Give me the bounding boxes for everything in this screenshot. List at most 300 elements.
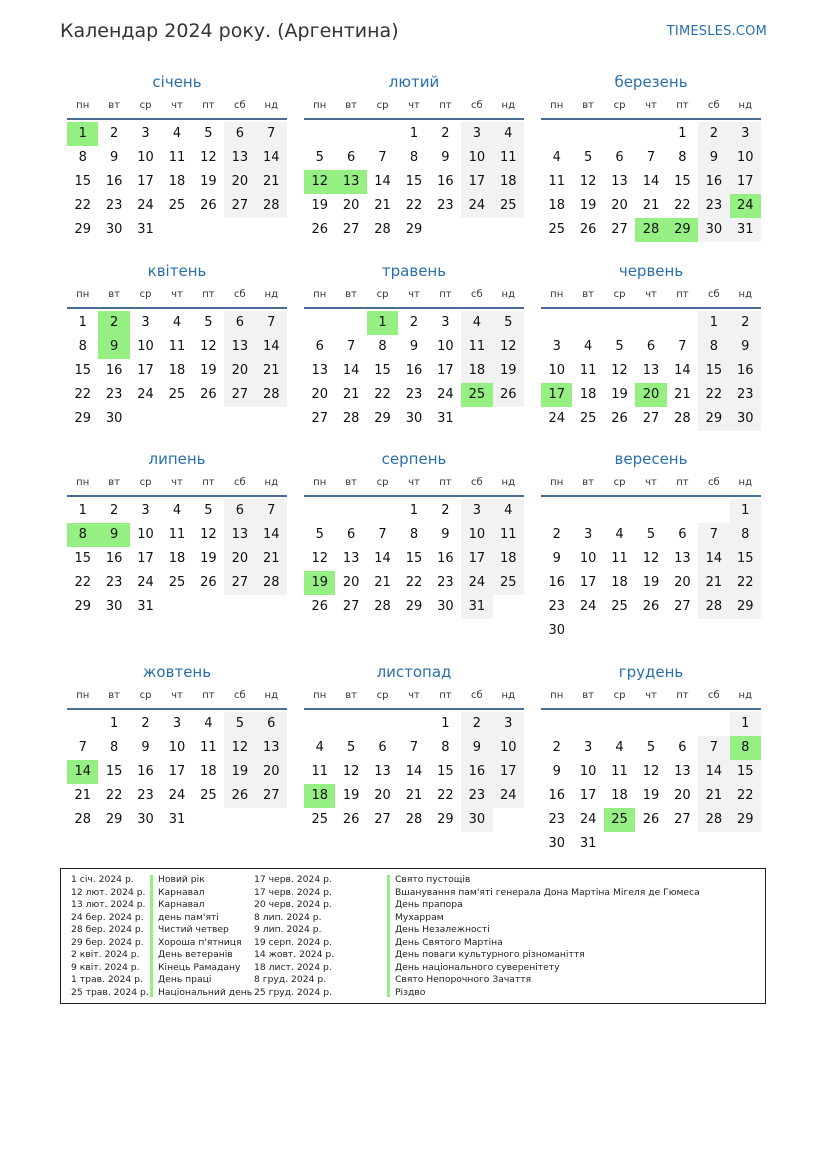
day-cell[interactable]: 19 bbox=[642, 788, 660, 803]
day-cell[interactable]: 5 bbox=[315, 527, 324, 542]
day-cell[interactable]: 20 bbox=[342, 198, 360, 213]
day-cell[interactable]: 7 bbox=[646, 150, 656, 165]
day-cell[interactable]: 24 bbox=[137, 198, 154, 213]
day-cell[interactable]: 4 bbox=[204, 716, 213, 731]
day-cell[interactable]: 5 bbox=[646, 527, 656, 542]
day-cell[interactable]: 30 bbox=[548, 836, 565, 851]
day-cell[interactable]: 3 bbox=[583, 527, 593, 542]
day-cell[interactable]: 17 bbox=[461, 547, 492, 571]
day-cell[interactable]: 24 bbox=[579, 812, 597, 827]
day-cell[interactable]: 6 bbox=[315, 339, 324, 354]
day-cell[interactable]: 17 bbox=[137, 174, 154, 189]
day-cell[interactable]: 2 bbox=[552, 740, 561, 755]
day-cell[interactable]: 2 bbox=[109, 503, 119, 518]
day-cell[interactable]: 3 bbox=[461, 499, 492, 523]
day-cell[interactable]: 2 bbox=[109, 126, 119, 141]
day-cell[interactable]: 3 bbox=[583, 740, 593, 755]
day-cell[interactable]: 21 bbox=[374, 198, 391, 213]
day-cell[interactable]: 4 bbox=[461, 311, 492, 335]
day-cell[interactable]: 6 bbox=[224, 122, 255, 146]
day-cell[interactable]: 30 bbox=[405, 411, 423, 426]
day-cell[interactable]: 4 bbox=[552, 150, 561, 165]
day-cell[interactable]: 12 bbox=[611, 363, 628, 378]
day-cell[interactable]: 28 bbox=[74, 812, 91, 827]
day-cell[interactable]: 11 bbox=[461, 335, 492, 359]
day-cell[interactable]: 12 bbox=[579, 174, 597, 189]
day-cell[interactable]: 16 bbox=[698, 170, 729, 194]
day-cell[interactable]: 2 bbox=[441, 503, 450, 518]
day-cell[interactable]: 14 bbox=[374, 551, 391, 566]
day-cell[interactable]: 18 bbox=[168, 551, 186, 566]
day-cell[interactable]: 7 bbox=[78, 740, 87, 755]
holiday-day[interactable]: 13 bbox=[335, 170, 366, 194]
day-cell[interactable]: 28 bbox=[698, 808, 729, 832]
day-cell[interactable]: 21 bbox=[642, 198, 660, 213]
day-cell[interactable]: 4 bbox=[172, 126, 182, 141]
day-cell[interactable]: 23 bbox=[105, 387, 123, 402]
day-cell[interactable]: 8 bbox=[109, 740, 119, 755]
day-cell[interactable]: 4 bbox=[615, 740, 624, 755]
day-cell[interactable]: 9 bbox=[441, 527, 450, 542]
day-cell[interactable]: 7 bbox=[698, 736, 729, 760]
day-cell[interactable]: 7 bbox=[256, 499, 287, 523]
day-cell[interactable]: 22 bbox=[405, 575, 423, 590]
day-cell[interactable]: 18 bbox=[200, 764, 217, 779]
holiday-day[interactable]: 29 bbox=[667, 218, 698, 242]
day-cell[interactable]: 22 bbox=[74, 198, 91, 213]
day-cell[interactable]: 8 bbox=[678, 150, 687, 165]
day-cell[interactable]: 3 bbox=[461, 122, 492, 146]
day-cell[interactable]: 28 bbox=[256, 383, 287, 407]
day-cell[interactable]: 7 bbox=[409, 740, 419, 755]
day-cell[interactable]: 30 bbox=[461, 808, 492, 832]
day-cell[interactable]: 2 bbox=[441, 126, 450, 141]
day-cell[interactable]: 19 bbox=[493, 359, 524, 383]
day-cell[interactable]: 19 bbox=[200, 363, 217, 378]
day-cell[interactable]: 23 bbox=[405, 387, 423, 402]
day-cell[interactable]: 21 bbox=[342, 387, 360, 402]
day-cell[interactable]: 7 bbox=[378, 527, 387, 542]
day-cell[interactable]: 24 bbox=[461, 571, 492, 595]
day-cell[interactable]: 4 bbox=[493, 499, 524, 523]
day-cell[interactable]: 30 bbox=[105, 599, 123, 614]
day-cell[interactable]: 15 bbox=[698, 359, 729, 383]
day-cell[interactable]: 25 bbox=[611, 599, 628, 614]
day-cell[interactable]: 26 bbox=[311, 222, 328, 237]
day-cell[interactable]: 21 bbox=[74, 788, 91, 803]
holiday-day[interactable]: 24 bbox=[730, 194, 761, 218]
day-cell[interactable]: 5 bbox=[204, 315, 213, 330]
day-cell[interactable]: 29 bbox=[74, 599, 91, 614]
day-cell[interactable]: 2 bbox=[141, 716, 150, 731]
day-cell[interactable]: 29 bbox=[405, 222, 423, 237]
day-cell[interactable]: 23 bbox=[548, 812, 565, 827]
day-cell[interactable]: 18 bbox=[579, 387, 597, 402]
day-cell[interactable]: 25 bbox=[493, 194, 524, 218]
day-cell[interactable]: 21 bbox=[374, 575, 391, 590]
day-cell[interactable]: 14 bbox=[642, 174, 660, 189]
day-cell[interactable]: 5 bbox=[204, 126, 213, 141]
day-cell[interactable]: 20 bbox=[311, 387, 328, 402]
day-cell[interactable]: 21 bbox=[405, 788, 423, 803]
day-cell[interactable]: 3 bbox=[141, 126, 150, 141]
day-cell[interactable]: 1 bbox=[698, 311, 729, 335]
day-cell[interactable]: 19 bbox=[642, 575, 660, 590]
day-cell[interactable]: 31 bbox=[730, 218, 761, 242]
holiday-day[interactable]: 9 bbox=[98, 523, 129, 547]
day-cell[interactable]: 5 bbox=[583, 150, 593, 165]
day-cell[interactable]: 31 bbox=[437, 411, 454, 426]
day-cell[interactable]: 17 bbox=[137, 551, 154, 566]
day-cell[interactable]: 17 bbox=[579, 575, 597, 590]
day-cell[interactable]: 20 bbox=[224, 547, 255, 571]
day-cell[interactable]: 11 bbox=[548, 174, 565, 189]
day-cell[interactable]: 2 bbox=[698, 122, 729, 146]
day-cell[interactable]: 2 bbox=[409, 315, 419, 330]
day-cell[interactable]: 2 bbox=[730, 311, 761, 335]
day-cell[interactable]: 31 bbox=[137, 222, 154, 237]
day-cell[interactable]: 27 bbox=[674, 812, 691, 827]
day-cell[interactable]: 16 bbox=[405, 363, 423, 378]
day-cell[interactable]: 15 bbox=[674, 174, 691, 189]
holiday-day[interactable]: 1 bbox=[67, 122, 98, 146]
day-cell[interactable]: 7 bbox=[256, 122, 287, 146]
holiday-day[interactable]: 9 bbox=[98, 335, 129, 359]
day-cell[interactable]: 7 bbox=[378, 150, 387, 165]
day-cell[interactable]: 21 bbox=[256, 359, 287, 383]
day-cell[interactable]: 20 bbox=[342, 575, 360, 590]
day-cell[interactable]: 26 bbox=[611, 411, 628, 426]
day-cell[interactable]: 24 bbox=[579, 599, 597, 614]
day-cell[interactable]: 22 bbox=[374, 387, 391, 402]
day-cell[interactable]: 10 bbox=[579, 551, 597, 566]
day-cell[interactable]: 25 bbox=[200, 788, 217, 803]
day-cell[interactable]: 30 bbox=[105, 222, 123, 237]
day-cell[interactable]: 18 bbox=[611, 788, 628, 803]
day-cell[interactable]: 26 bbox=[311, 599, 328, 614]
day-cell[interactable]: 18 bbox=[548, 198, 565, 213]
day-cell[interactable]: 5 bbox=[615, 339, 624, 354]
day-cell[interactable]: 28 bbox=[342, 411, 360, 426]
day-cell[interactable]: 7 bbox=[678, 339, 687, 354]
day-cell[interactable]: 28 bbox=[374, 599, 391, 614]
day-cell[interactable]: 1 bbox=[441, 716, 450, 731]
day-cell[interactable]: 4 bbox=[615, 527, 624, 542]
day-cell[interactable]: 25 bbox=[493, 571, 524, 595]
day-cell[interactable]: 27 bbox=[374, 812, 391, 827]
day-cell[interactable]: 12 bbox=[200, 339, 217, 354]
day-cell[interactable]: 26 bbox=[642, 812, 660, 827]
day-cell[interactable]: 26 bbox=[200, 575, 217, 590]
day-cell[interactable]: 6 bbox=[224, 311, 255, 335]
day-cell[interactable]: 26 bbox=[493, 383, 524, 407]
day-cell[interactable]: 22 bbox=[730, 784, 761, 808]
day-cell[interactable]: 23 bbox=[437, 198, 454, 213]
day-cell[interactable]: 14 bbox=[374, 174, 391, 189]
holiday-day[interactable]: 25 bbox=[604, 808, 635, 832]
day-cell[interactable]: 17 bbox=[730, 170, 761, 194]
day-cell[interactable]: 23 bbox=[105, 198, 123, 213]
day-cell[interactable]: 19 bbox=[200, 551, 217, 566]
day-cell[interactable]: 24 bbox=[548, 411, 565, 426]
day-cell[interactable]: 10 bbox=[437, 339, 454, 354]
day-cell[interactable]: 15 bbox=[374, 363, 391, 378]
day-cell[interactable]: 24 bbox=[437, 387, 454, 402]
holiday-day[interactable]: 25 bbox=[461, 383, 492, 407]
day-cell[interactable]: 8 bbox=[698, 335, 729, 359]
day-cell[interactable]: 3 bbox=[141, 315, 150, 330]
day-cell[interactable]: 29 bbox=[730, 595, 761, 619]
day-cell[interactable]: 31 bbox=[579, 836, 597, 851]
day-cell[interactable]: 16 bbox=[105, 174, 123, 189]
day-cell[interactable]: 14 bbox=[698, 547, 729, 571]
day-cell[interactable]: 28 bbox=[405, 812, 423, 827]
day-cell[interactable]: 30 bbox=[730, 407, 761, 431]
day-cell[interactable]: 4 bbox=[172, 503, 182, 518]
day-cell[interactable]: 11 bbox=[493, 146, 524, 170]
day-cell[interactable]: 6 bbox=[615, 150, 624, 165]
day-cell[interactable]: 17 bbox=[461, 170, 492, 194]
day-cell[interactable]: 6 bbox=[346, 527, 356, 542]
day-cell[interactable]: 27 bbox=[342, 222, 360, 237]
day-cell[interactable]: 24 bbox=[493, 784, 524, 808]
day-cell[interactable]: 22 bbox=[74, 575, 91, 590]
day-cell[interactable]: 26 bbox=[200, 198, 217, 213]
day-cell[interactable]: 22 bbox=[74, 387, 91, 402]
day-cell[interactable]: 10 bbox=[730, 146, 761, 170]
day-cell[interactable]: 21 bbox=[674, 387, 691, 402]
day-cell[interactable]: 3 bbox=[493, 712, 524, 736]
day-cell[interactable]: 8 bbox=[378, 339, 387, 354]
day-cell[interactable]: 6 bbox=[678, 527, 687, 542]
day-cell[interactable]: 31 bbox=[137, 599, 154, 614]
day-cell[interactable]: 12 bbox=[224, 736, 255, 760]
day-cell[interactable]: 20 bbox=[674, 575, 691, 590]
day-cell[interactable]: 15 bbox=[74, 174, 91, 189]
day-cell[interactable]: 16 bbox=[105, 363, 123, 378]
day-cell[interactable]: 28 bbox=[256, 194, 287, 218]
day-cell[interactable]: 22 bbox=[698, 383, 729, 407]
day-cell[interactable]: 19 bbox=[342, 788, 360, 803]
day-cell[interactable]: 4 bbox=[493, 122, 524, 146]
day-cell[interactable]: 10 bbox=[137, 150, 154, 165]
day-cell[interactable]: 9 bbox=[461, 736, 492, 760]
day-cell[interactable]: 12 bbox=[493, 335, 524, 359]
day-cell[interactable]: 1 bbox=[730, 712, 761, 736]
day-cell[interactable]: 29 bbox=[105, 812, 123, 827]
day-cell[interactable]: 27 bbox=[674, 599, 691, 614]
day-cell[interactable]: 7 bbox=[346, 339, 356, 354]
day-cell[interactable]: 3 bbox=[441, 315, 450, 330]
day-cell[interactable]: 1 bbox=[409, 126, 419, 141]
day-cell[interactable]: 12 bbox=[342, 764, 360, 779]
day-cell[interactable]: 29 bbox=[74, 222, 91, 237]
day-cell[interactable]: 11 bbox=[311, 764, 328, 779]
day-cell[interactable]: 16 bbox=[461, 760, 492, 784]
day-cell[interactable]: 25 bbox=[311, 812, 328, 827]
day-cell[interactable]: 31 bbox=[461, 595, 492, 619]
day-cell[interactable]: 22 bbox=[674, 198, 691, 213]
holiday-day[interactable]: 20 bbox=[635, 383, 666, 407]
day-cell[interactable]: 11 bbox=[579, 363, 597, 378]
day-cell[interactable]: 9 bbox=[730, 335, 761, 359]
day-cell[interactable]: 23 bbox=[548, 599, 565, 614]
day-cell[interactable]: 8 bbox=[441, 740, 450, 755]
day-cell[interactable]: 20 bbox=[374, 788, 391, 803]
day-cell[interactable]: 5 bbox=[346, 740, 356, 755]
day-cell[interactable]: 26 bbox=[342, 812, 360, 827]
day-cell[interactable]: 15 bbox=[105, 764, 123, 779]
day-cell[interactable]: 20 bbox=[611, 198, 628, 213]
day-cell[interactable]: 10 bbox=[579, 764, 597, 779]
day-cell[interactable]: 23 bbox=[437, 575, 454, 590]
day-cell[interactable]: 10 bbox=[461, 146, 492, 170]
day-cell[interactable]: 9 bbox=[109, 150, 119, 165]
day-cell[interactable]: 10 bbox=[461, 523, 492, 547]
day-cell[interactable]: 5 bbox=[224, 712, 255, 736]
day-cell[interactable]: 16 bbox=[105, 551, 123, 566]
day-cell[interactable]: 11 bbox=[200, 740, 217, 755]
day-cell[interactable]: 27 bbox=[224, 383, 255, 407]
day-cell[interactable]: 6 bbox=[646, 339, 656, 354]
day-cell[interactable]: 9 bbox=[552, 764, 561, 779]
day-cell[interactable]: 22 bbox=[405, 198, 423, 213]
day-cell[interactable]: 17 bbox=[437, 363, 454, 378]
day-cell[interactable]: 20 bbox=[256, 760, 287, 784]
day-cell[interactable]: 31 bbox=[168, 812, 186, 827]
day-cell[interactable]: 18 bbox=[461, 359, 492, 383]
day-cell[interactable]: 9 bbox=[552, 551, 561, 566]
day-cell[interactable]: 20 bbox=[224, 170, 255, 194]
day-cell[interactable]: 27 bbox=[642, 411, 660, 426]
day-cell[interactable]: 17 bbox=[137, 363, 154, 378]
day-cell[interactable]: 9 bbox=[698, 146, 729, 170]
day-cell[interactable]: 28 bbox=[698, 595, 729, 619]
day-cell[interactable]: 28 bbox=[374, 222, 391, 237]
day-cell[interactable]: 2 bbox=[461, 712, 492, 736]
holiday-day[interactable]: 2 bbox=[98, 311, 129, 335]
day-cell[interactable]: 8 bbox=[730, 523, 761, 547]
day-cell[interactable]: 17 bbox=[168, 764, 186, 779]
day-cell[interactable]: 10 bbox=[137, 339, 154, 354]
day-cell[interactable]: 29 bbox=[698, 407, 729, 431]
day-cell[interactable]: 15 bbox=[730, 547, 761, 571]
day-cell[interactable]: 18 bbox=[168, 174, 186, 189]
day-cell[interactable]: 21 bbox=[256, 170, 287, 194]
day-cell[interactable]: 14 bbox=[256, 335, 287, 359]
day-cell[interactable]: 28 bbox=[256, 571, 287, 595]
day-cell[interactable]: 19 bbox=[579, 198, 597, 213]
day-cell[interactable]: 23 bbox=[137, 788, 154, 803]
day-cell[interactable]: 17 bbox=[493, 760, 524, 784]
day-cell[interactable]: 6 bbox=[378, 740, 387, 755]
day-cell[interactable]: 8 bbox=[78, 150, 87, 165]
day-cell[interactable]: 23 bbox=[461, 784, 492, 808]
day-cell[interactable]: 15 bbox=[405, 551, 423, 566]
day-cell[interactable]: 18 bbox=[168, 363, 186, 378]
day-cell[interactable]: 3 bbox=[172, 716, 182, 731]
day-cell[interactable]: 6 bbox=[256, 712, 287, 736]
day-cell[interactable]: 15 bbox=[437, 764, 454, 779]
day-cell[interactable]: 11 bbox=[611, 764, 628, 779]
day-cell[interactable]: 1 bbox=[109, 716, 119, 731]
day-cell[interactable]: 24 bbox=[461, 194, 492, 218]
day-cell[interactable]: 12 bbox=[200, 150, 217, 165]
holiday-day[interactable]: 1 bbox=[367, 311, 398, 335]
day-cell[interactable]: 11 bbox=[611, 551, 628, 566]
day-cell[interactable]: 25 bbox=[168, 575, 186, 590]
holiday-day[interactable]: 14 bbox=[67, 760, 98, 784]
day-cell[interactable]: 11 bbox=[168, 527, 186, 542]
day-cell[interactable]: 29 bbox=[730, 808, 761, 832]
day-cell[interactable]: 13 bbox=[311, 363, 328, 378]
day-cell[interactable]: 13 bbox=[342, 551, 360, 566]
day-cell[interactable]: 26 bbox=[200, 387, 217, 402]
day-cell[interactable]: 1 bbox=[678, 126, 687, 141]
day-cell[interactable]: 12 bbox=[642, 551, 660, 566]
day-cell[interactable]: 18 bbox=[611, 575, 628, 590]
day-cell[interactable]: 7 bbox=[698, 523, 729, 547]
day-cell[interactable]: 14 bbox=[342, 363, 360, 378]
day-cell[interactable]: 10 bbox=[168, 740, 186, 755]
day-cell[interactable]: 3 bbox=[141, 503, 150, 518]
day-cell[interactable]: 8 bbox=[78, 339, 87, 354]
day-cell[interactable]: 12 bbox=[311, 551, 328, 566]
day-cell[interactable]: 14 bbox=[674, 363, 691, 378]
day-cell[interactable]: 30 bbox=[698, 218, 729, 242]
day-cell[interactable]: 30 bbox=[548, 623, 565, 638]
day-cell[interactable]: 27 bbox=[224, 571, 255, 595]
day-cell[interactable]: 8 bbox=[409, 527, 419, 542]
day-cell[interactable]: 21 bbox=[256, 547, 287, 571]
day-cell[interactable]: 10 bbox=[137, 527, 154, 542]
day-cell[interactable]: 4 bbox=[172, 315, 182, 330]
day-cell[interactable]: 11 bbox=[168, 339, 186, 354]
day-cell[interactable]: 4 bbox=[583, 339, 593, 354]
day-cell[interactable]: 5 bbox=[493, 311, 524, 335]
day-cell[interactable]: 24 bbox=[168, 788, 186, 803]
day-cell[interactable]: 13 bbox=[374, 764, 391, 779]
day-cell[interactable]: 13 bbox=[224, 523, 255, 547]
day-cell[interactable]: 20 bbox=[674, 788, 691, 803]
day-cell[interactable]: 18 bbox=[493, 170, 524, 194]
day-cell[interactable]: 20 bbox=[224, 359, 255, 383]
day-cell[interactable]: 13 bbox=[224, 335, 255, 359]
day-cell[interactable]: 26 bbox=[224, 784, 255, 808]
day-cell[interactable]: 13 bbox=[611, 174, 628, 189]
day-cell[interactable]: 13 bbox=[674, 551, 691, 566]
day-cell[interactable]: 26 bbox=[579, 222, 597, 237]
day-cell[interactable]: 13 bbox=[674, 764, 691, 779]
day-cell[interactable]: 3 bbox=[730, 122, 761, 146]
day-cell[interactable]: 10 bbox=[548, 363, 565, 378]
day-cell[interactable]: 13 bbox=[642, 363, 660, 378]
day-cell[interactable]: 2 bbox=[552, 527, 561, 542]
day-cell[interactable]: 14 bbox=[698, 760, 729, 784]
day-cell[interactable]: 21 bbox=[698, 571, 729, 595]
day-cell[interactable]: 27 bbox=[224, 194, 255, 218]
day-cell[interactable]: 7 bbox=[256, 311, 287, 335]
day-cell[interactable]: 5 bbox=[204, 503, 213, 518]
day-cell[interactable]: 19 bbox=[611, 387, 628, 402]
day-cell[interactable]: 25 bbox=[579, 411, 597, 426]
day-cell[interactable]: 25 bbox=[168, 198, 186, 213]
day-cell[interactable]: 27 bbox=[256, 784, 287, 808]
day-cell[interactable]: 6 bbox=[678, 740, 687, 755]
day-cell[interactable]: 16 bbox=[437, 174, 454, 189]
holiday-day[interactable]: 17 bbox=[541, 383, 572, 407]
day-cell[interactable]: 23 bbox=[105, 575, 123, 590]
